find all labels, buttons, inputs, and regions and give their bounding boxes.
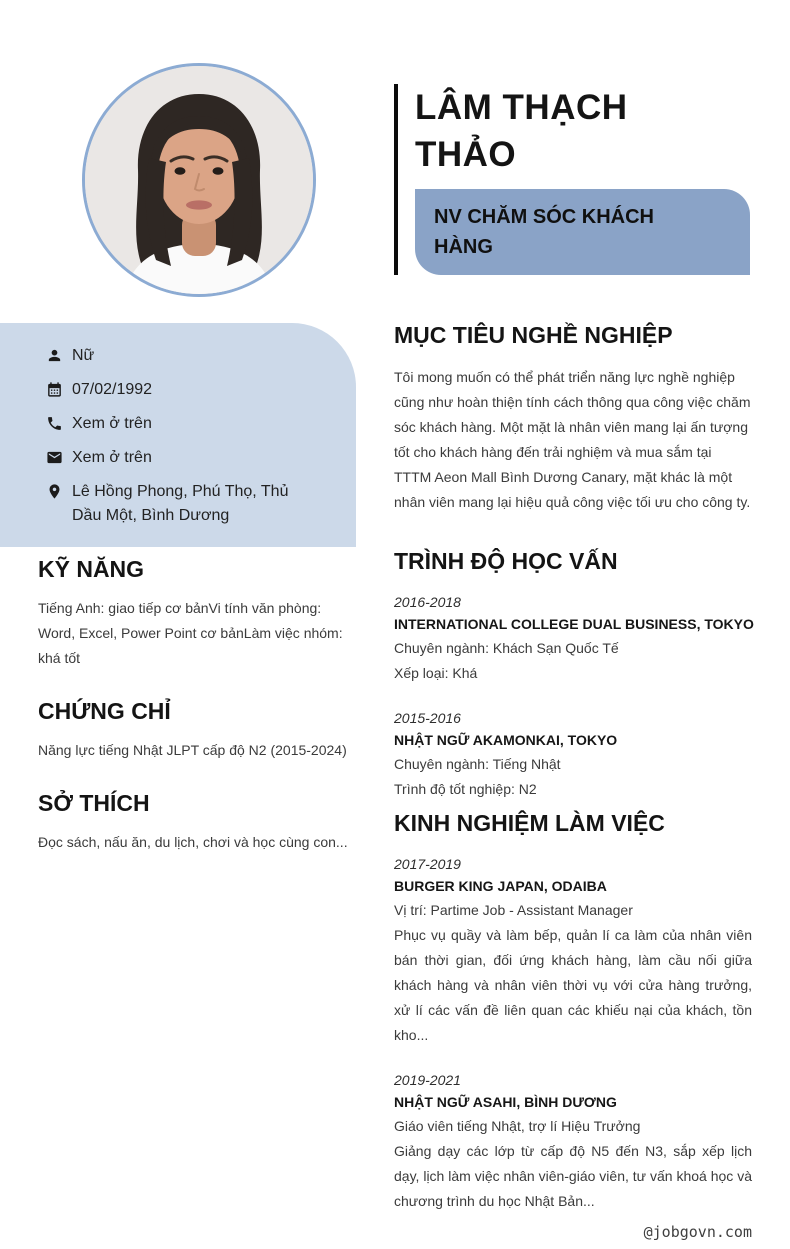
section-education (394, 548, 752, 823)
address-value: Lê Hồng Phong, Phú Thọ, Thủ Dầu Một, Bình Dương (72, 483, 289, 524)
education-period: 2016-2018 (394, 594, 461, 610)
experience-company: BURGER KING JAPAN, ODAIBA (394, 878, 607, 894)
education-grade: Xếp loại: Khá (394, 665, 478, 681)
phone-icon (46, 415, 63, 432)
experience-entry (394, 853, 752, 1048)
info-row-phone (46, 412, 306, 436)
info-row-email (46, 446, 306, 470)
email-icon (46, 449, 63, 466)
section-hobbies (38, 790, 354, 855)
experience-entry (394, 1069, 752, 1214)
education-heading: TRÌNH ĐỘ HỌC VẤN (394, 548, 618, 574)
experience-period: 2019-2021 (394, 1072, 461, 1088)
skills-heading: KỸ NĂNG (38, 556, 145, 582)
job-title-badge: NV CHĂM SÓC KHÁCH HÀNG (415, 189, 750, 275)
certificates-heading: CHỨNG CHỈ (38, 698, 171, 724)
phone-value: Xem ở trên (72, 415, 152, 432)
hobbies-body: Đọc sách, nấu ăn, du lịch, chơi và học cùng con... (38, 834, 348, 850)
personal-info-box (0, 323, 356, 547)
section-skills (38, 556, 354, 671)
name-block (394, 84, 750, 275)
education-school: INTERNATIONAL COLLEGE DUAL BUSINESS, TOKYO (394, 616, 754, 632)
education-major: Chuyên ngành: Khách Sạn Quốc Tế (394, 640, 619, 656)
section-certificates (38, 698, 354, 763)
birthdate-value: 07/02/1992 (72, 381, 153, 398)
education-major: Chuyên ngành: Tiếng Nhật (394, 756, 561, 772)
gender-value: Nữ (72, 347, 95, 364)
skills-body: Tiếng Anh: giao tiếp cơ bảnVi tính văn phòng: Word, Excel, Power Point cơ bảnLàm việc nhóm: khá tốt (38, 600, 343, 666)
education-period: 2015-2016 (394, 710, 461, 726)
experience-company: NHẬT NGỮ ASAHI, BÌNH DƯƠNG (394, 1094, 617, 1110)
objective-heading: MỤC TIÊU NGHỀ NGHIỆP (394, 322, 673, 348)
person-icon (46, 347, 63, 364)
location-icon (46, 483, 63, 500)
watermark: @jobgovn.com (643, 1223, 752, 1241)
section-experience (394, 810, 752, 1235)
profile-photo (82, 63, 316, 297)
education-entry (394, 707, 752, 802)
info-row-gender (46, 344, 306, 368)
experience-role: Giáo viên tiếng Nhật, trợ lí Hiệu Trưởng (394, 1118, 641, 1134)
left-column (38, 556, 354, 882)
hobbies-heading: SỞ THÍCH (38, 790, 150, 816)
experience-description: Giảng dạy các lớp từ cấp độ N5 đến N3, sắp xếp lịch dạy, lịch làm việc nhân viên-giáo viên, tư vấn khoá học và chương trình du học Nhật Bản... (394, 1143, 752, 1209)
experience-heading: KINH NGHIỆM LÀM VIỆC (394, 810, 665, 836)
profile-photo-illustration (85, 66, 313, 294)
objective-body: Tôi mong muốn có thể phát triển năng lực nghề nghiệp cũng như hoàn thiện tính cách thông qua công việc chăm sóc khách hàng. Một mặt là nhân viên mang lại ấn tượng tốt cho khách hàng đến trải nghiệm và mua sắm tại TTTM Aeon Mall Bình Dương Canary, mặt khác là một nhân viên mang lại hiệu quả công việc tối ưu cho công ty. (394, 369, 751, 510)
education-grade: Trình độ tốt nghiệp: N2 (394, 781, 537, 797)
calendar-icon (46, 381, 63, 398)
certificates-body: Năng lực tiếng Nhật JLPT cấp độ N2 (2015-2024) (38, 742, 347, 758)
info-row-address (46, 480, 306, 528)
section-objective (394, 322, 752, 515)
experience-period: 2017-2019 (394, 856, 461, 872)
education-school: NHẬT NGỮ AKAMONKAI, TOKYO (394, 732, 618, 748)
experience-description: Phục vụ quầy và làm bếp, quản lí ca làm của nhân viên bán thời gian, đối ứng khách hàng, làm cầu nối giữa khách hàng và nhân viên thời vụ với cửa hàng trưởng, xử lí các vấn đề liên quan các khiếu nại của khách, tồn kho... (394, 927, 752, 1043)
experience-role: Vị trí: Partime Job - Assistant Manager (394, 902, 633, 918)
email-value: Xem ở trên (72, 449, 152, 466)
education-entry (394, 591, 752, 686)
info-row-birthdate (46, 378, 306, 402)
candidate-name: LÂM THẠCH THẢO (415, 88, 628, 174)
